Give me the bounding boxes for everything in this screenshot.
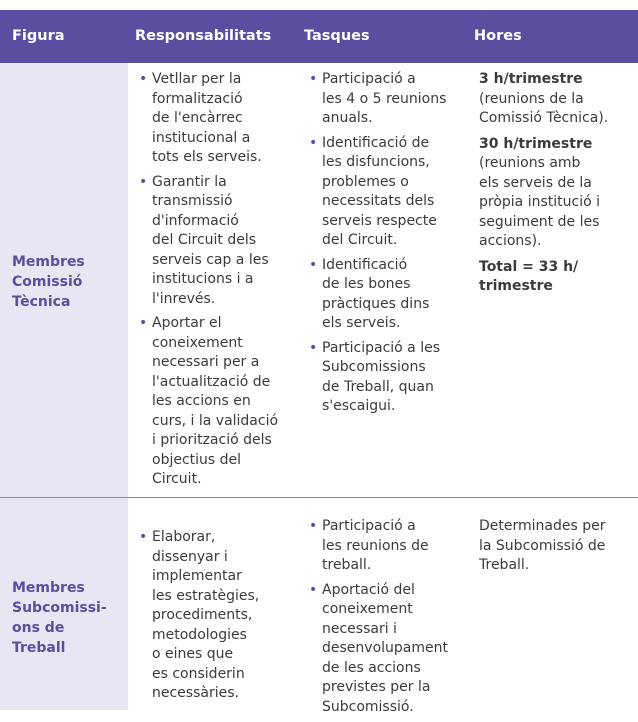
list-item: • Aportació del coneixement necessari i desenvolupament de les accions previstes per la Subcomissió. xyxy=(309,581,469,718)
figura-cell xyxy=(0,498,128,710)
responsabilitats-cell xyxy=(139,528,299,709)
header-tasques: Tasques xyxy=(304,28,370,44)
list-item: • Participació a les 4 o 5 reunions anuals. xyxy=(309,70,469,129)
table-row xyxy=(0,63,638,497)
tasques-cell xyxy=(309,70,469,422)
list-item: • Elaborar, dissenyar i implementar les estratègies, procediments, metodologies o eines que es considerin necessàries. xyxy=(139,528,299,704)
list-item: • Aportar el coneixement necessari per a l'actualització de les accions en curs, i la validació i priorització dels objectius del Circuit. xyxy=(139,314,299,490)
list-item: • Identificació de les disfuncions, problemes o necessitats dels serveis respecte del Circuit. xyxy=(309,134,469,251)
header-responsabilitats: Responsabilitats xyxy=(135,28,272,44)
list-item: • Identificació de les bones pràctiques dins els serveis. xyxy=(309,256,469,334)
responsibilities-table xyxy=(0,10,638,715)
list-item: • Participació a les Subcomissions de Treball, quan s'escaigui. xyxy=(309,339,469,417)
figura-label: Membres Comissió Tècnica xyxy=(12,254,85,310)
hours-total: Total = 33 h/ trimestre xyxy=(479,258,579,294)
hores-cell xyxy=(479,517,634,582)
tasques-cell xyxy=(309,517,469,722)
list-item: • Garantir la transmissió d'informació del Circuit dels serveis cap a les institucions i a l'inrevés. xyxy=(139,173,299,310)
header-figura: Figura xyxy=(12,28,65,44)
hores-cell xyxy=(479,70,634,303)
hours-block: Determinades per la Subcomissió de Treball. xyxy=(479,518,606,573)
table-header xyxy=(0,10,638,63)
table-row xyxy=(0,497,638,715)
header-hores: Hores xyxy=(474,28,522,44)
hours-block: 3 h/trimestre (reunions de la Comissió Tècnica). xyxy=(479,71,609,126)
figura-label: Membres Subcomissi- ons de Treball xyxy=(12,580,107,656)
responsabilitats-cell xyxy=(139,70,299,495)
hours-block: 30 h/trimestre (reunions amb els serveis de la pròpia institució i seguiment de les accions). xyxy=(479,135,600,249)
figura-cell xyxy=(0,63,128,497)
list-item: • Participació a les reunions de treball. xyxy=(309,517,469,576)
list-item: • Vetllar per la formalització de l'encàrrec institucional a tots els serveis. xyxy=(139,70,299,168)
